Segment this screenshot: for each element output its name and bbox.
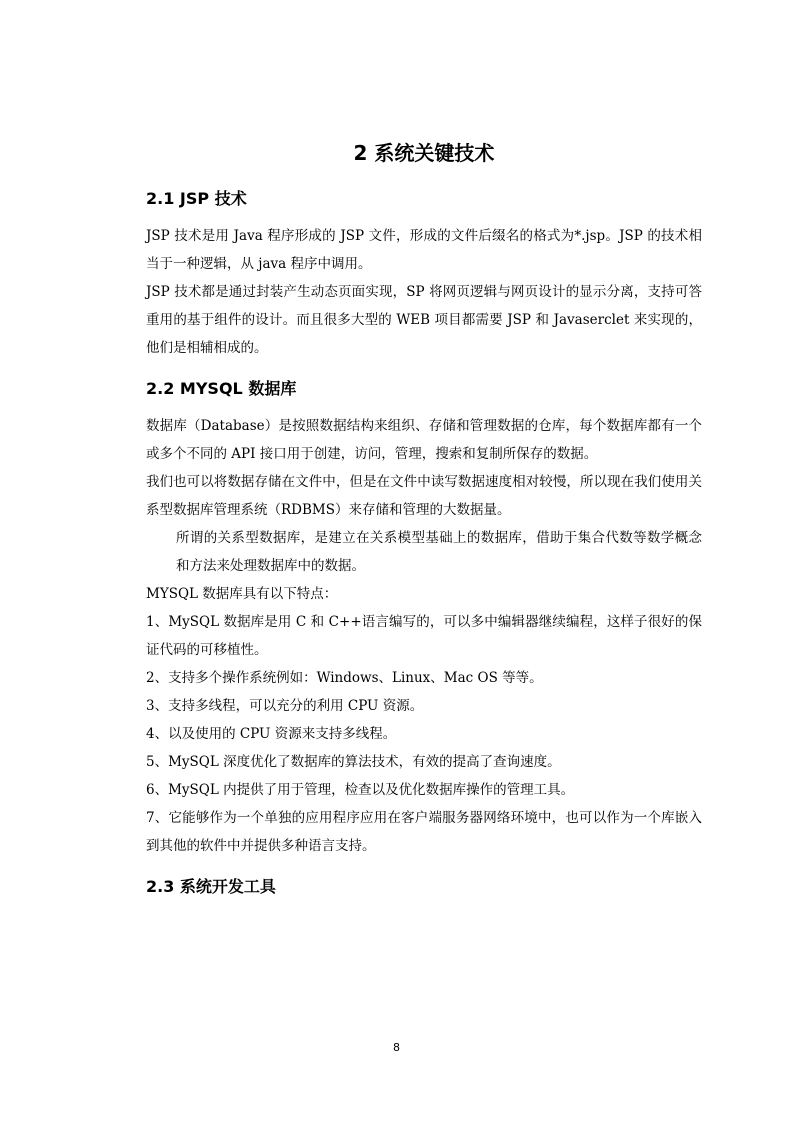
paragraph xyxy=(146,580,702,608)
section-heading: 2.2 MYSQL 数据库 xyxy=(146,379,297,398)
chapter-title: 2 系统关键技术 xyxy=(353,141,495,165)
page-number: 8 xyxy=(393,1041,400,1054)
paragraph xyxy=(146,524,702,580)
paragraph-text: JSP 技术都是通过封装产生动态页面实现，SP 将网页逻辑与网页设计的显示分离，支持可答重用的基于组件的设计。而且很多大型的 WEB 项目都需要 JSP 和 Javaserclet 来实现的，他们是相辅相成的。 xyxy=(146,284,702,356)
list-item: 4、以及使用的 CPU 资源来支持多线程。 xyxy=(146,726,397,742)
paragraph xyxy=(146,412,702,468)
section-heading: 2.1 JSP 技术 xyxy=(146,189,247,208)
paragraph xyxy=(146,468,702,524)
list-item: 6、MySQL 内提供了用于管理，检查以及优化数据库操作的管理工具。 xyxy=(146,782,575,798)
section-jsp xyxy=(146,186,702,362)
list-item: 2、支持多个操作系统例如：Windows、Linux、Mac OS 等等。 xyxy=(146,670,543,686)
paragraph xyxy=(146,278,702,362)
section-mysql xyxy=(146,376,702,860)
paragraph-text: MYSQL 数据库具有以下特点： xyxy=(146,586,338,602)
paragraph-text: JSP 技术是用 Java 程序形成的 JSP 文件，形成的文件后缀名的格式为*.jsp。JSP 的技术相当于一种逻辑，从 java 程序中调用。 xyxy=(146,228,702,272)
list-item: 7、它能够作为一个单独的应用程序应用在客户端服务器网络环境中，也可以作为一个库嵌入到其他的软件中并提供多种语言支持。 xyxy=(146,810,702,854)
list-item: 3、支持多线程，可以充分的利用 CPU 资源。 xyxy=(146,698,424,714)
paragraph xyxy=(146,222,702,278)
section-heading: 2.3 系统开发工具 xyxy=(146,877,276,896)
list-item: 1、MySQL 数据库是用 C 和 C++语言编写的，可以多中编辑器继续编程，这样子很好的保证代码的可移植性。 xyxy=(146,614,702,658)
section-dev-tools xyxy=(146,874,702,900)
paragraph-text: 数据库（Database）是按照数据结构来组织、存储和管理数据的仓库，每个数据库都有一个或多个不同的 API 接口用于创建，访问，管理，搜索和复制所保存的数据。 xyxy=(146,418,702,462)
list-item: 5、MySQL 深度优化了数据库的算法技术，有效的提高了查询速度。 xyxy=(146,754,561,770)
paragraph-text: 我们也可以将数据存储在文件中，但是在文件中读写数据速度相对较慢，所以现在我们使用关系型数据库管理系统（RDBMS）来存储和管理的大数据量。 xyxy=(146,474,702,518)
page-content xyxy=(146,138,702,914)
paragraph-text: 所谓的关系型数据库，是建立在关系模型基础上的数据库，借助于集合代数等数学概念和方法来处理数据库中的数据。 xyxy=(176,530,702,574)
